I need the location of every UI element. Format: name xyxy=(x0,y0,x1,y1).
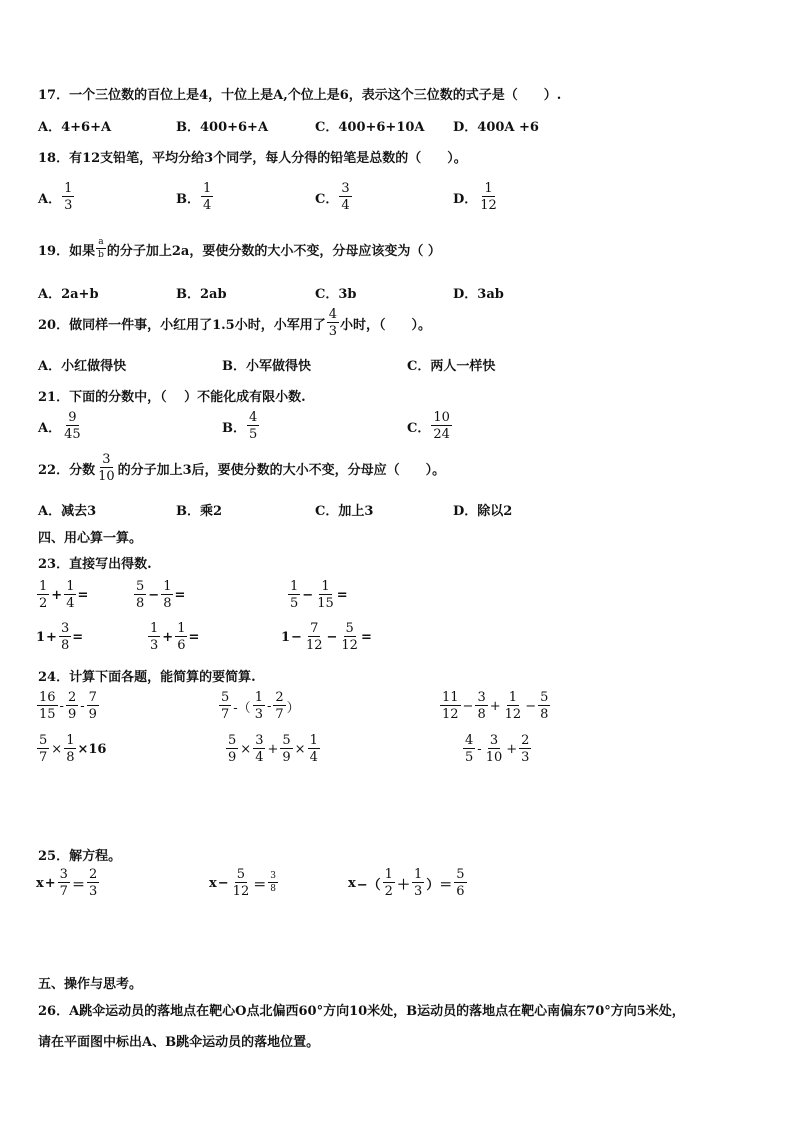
numerator: 3 xyxy=(477,690,486,705)
numerator: 5 xyxy=(282,733,291,748)
question-26-line-2: 请在平面图中标出A、B跳伞运动员的落地位置。 xyxy=(38,1035,320,1050)
q18-option-a xyxy=(38,182,75,212)
numerator: 4 xyxy=(465,733,474,748)
q24-expression-5 xyxy=(225,734,321,764)
fraction xyxy=(315,580,336,610)
minus-sign: −（ xyxy=(356,877,381,893)
variable-x: x xyxy=(348,875,356,891)
fraction xyxy=(412,868,424,898)
numerator: 1 xyxy=(66,579,75,594)
variable-x: x xyxy=(209,875,217,891)
denominator: 5 xyxy=(249,427,258,442)
minus-sign: - xyxy=(80,698,85,714)
fraction xyxy=(268,872,278,894)
question-17-text: 17．一个三位数的百位上是4，十位上是A,个位上是6，表示这个三位数的式子是（ ）. xyxy=(38,88,562,103)
section-5-heading: 五、操作与思考。 xyxy=(38,977,143,992)
minus-sign: - xyxy=(59,698,64,714)
q21-option-a-fraction xyxy=(62,411,83,441)
fraction xyxy=(37,580,49,610)
q23-expression-2 xyxy=(133,580,185,610)
denominator: 12 xyxy=(504,707,522,722)
q20-option-b: B．小军做得快 xyxy=(222,359,311,374)
denominator: 4 xyxy=(341,198,350,213)
numerator: 3 xyxy=(255,733,264,748)
denominator: 12 xyxy=(442,707,459,722)
denominator: 8 xyxy=(477,707,486,722)
fraction xyxy=(288,580,300,610)
equals-sign: = xyxy=(77,587,89,603)
q19-option-a: A．2a+b xyxy=(38,287,99,302)
equals-sign: ＝ xyxy=(71,877,85,893)
q21-option-b-fraction xyxy=(247,411,259,441)
question-18-text: 18．有12支铅笔，平均分给3个同学，每人分得的铅笔是总数的（ ）。 xyxy=(38,151,467,166)
minus-sign: − xyxy=(217,875,229,891)
fraction xyxy=(280,734,292,764)
q18-option-b-label: B． xyxy=(176,191,200,207)
q24-expression-6 xyxy=(462,734,532,764)
equals-sign: = xyxy=(360,629,372,645)
q25-equation-3 xyxy=(348,868,468,898)
q23-expression-4 xyxy=(36,622,83,652)
equals-sign: = xyxy=(336,587,348,603)
numerator: 2 xyxy=(67,690,77,705)
q18-option-d-fraction xyxy=(478,182,499,212)
denominator: 10 xyxy=(98,469,115,484)
q20-option-a: A．小红做得快 xyxy=(38,359,127,374)
numerator: 9 xyxy=(68,410,77,425)
minus-sign: -（ xyxy=(233,700,251,716)
denominator: 4 xyxy=(255,750,264,765)
q21-option-b xyxy=(222,411,260,441)
numerator: 1 xyxy=(321,579,330,594)
denominator: 4 xyxy=(309,750,318,765)
q21-option-c-label: C． xyxy=(407,420,431,436)
q22-option-b: B．乘2 xyxy=(176,504,223,519)
numerator: 3 xyxy=(102,452,111,467)
fraction xyxy=(87,691,99,721)
fraction xyxy=(219,691,231,721)
fraction xyxy=(339,622,360,652)
denominator: 8 xyxy=(66,750,75,765)
denominator: 12 xyxy=(305,638,323,653)
q19-option-c: C．3b xyxy=(315,287,357,302)
fraction xyxy=(231,868,252,898)
equals-sign: = xyxy=(174,587,186,603)
fraction xyxy=(463,734,475,764)
numerator: 3 xyxy=(60,621,70,636)
q20-pre: 20．做同样一件事，小红用了1.5小时，小军用了 xyxy=(38,317,326,333)
numerator: 5 xyxy=(345,621,354,636)
denominator: 8 xyxy=(270,884,276,894)
q19-option-b: B．2ab xyxy=(176,287,227,302)
numerator: 1 xyxy=(64,181,73,196)
denominator: 15 xyxy=(317,596,334,611)
q17-option-d: D．400A +6 xyxy=(453,120,539,135)
numerator: 3 xyxy=(270,871,276,881)
equals-sign: = xyxy=(72,629,84,645)
denominator: b xyxy=(98,250,104,260)
plus-sign: + xyxy=(46,629,57,645)
question-19-text xyxy=(38,238,441,260)
q25-equation-1 xyxy=(36,868,100,898)
numerator: 5 xyxy=(540,690,549,705)
numerator: 3 xyxy=(59,867,68,882)
fraction xyxy=(454,868,466,898)
minus-sign: − xyxy=(462,698,474,714)
numerator: 1 xyxy=(39,579,48,594)
q23-expression-3 xyxy=(287,580,348,610)
numerator: 1 xyxy=(254,690,263,705)
denominator: 3 xyxy=(150,638,159,653)
denominator: 15 xyxy=(39,707,56,722)
q22-pre: 22．分数 xyxy=(38,462,96,478)
q19-option-d: D．3ab xyxy=(453,287,504,302)
denominator: 3 xyxy=(88,884,98,899)
q23-expression-6 xyxy=(281,622,372,652)
equals-sign: ＝ xyxy=(253,877,267,893)
equals-sign: = xyxy=(188,629,200,645)
minus-sign: − xyxy=(326,629,338,645)
fraction xyxy=(64,734,76,764)
q17-option-b: B．400+6+A xyxy=(176,120,269,135)
numerator: 3 xyxy=(341,181,350,196)
denominator: 5 xyxy=(465,750,474,765)
q18-option-a-fraction xyxy=(62,182,74,212)
fraction xyxy=(37,691,58,721)
denominator: 9 xyxy=(228,750,237,765)
q19-post: 的分子加上2a，要使分数的大小不变，分母应该变为（ ） xyxy=(106,243,441,259)
minus-sign: − xyxy=(291,629,302,645)
plus-sign: + xyxy=(44,875,56,891)
fraction xyxy=(253,691,265,721)
fraction xyxy=(175,622,187,652)
question-23-text: 23．直接写出得数. xyxy=(38,557,152,572)
numerator: 1 xyxy=(384,867,393,882)
minus-sign: − xyxy=(525,698,537,714)
numerator: 10 xyxy=(433,410,450,425)
minus-sign: − xyxy=(302,587,314,603)
q18-option-c xyxy=(315,182,353,212)
denominator: 7 xyxy=(39,750,48,765)
fraction xyxy=(64,580,76,610)
denominator: 12 xyxy=(480,198,497,213)
fraction xyxy=(519,734,531,764)
fraction xyxy=(161,580,173,610)
question-20-text xyxy=(38,308,431,338)
denominator: 24 xyxy=(433,427,450,442)
q18-option-b xyxy=(176,182,214,212)
denominator: 2 xyxy=(39,596,48,611)
close-paren-equals: ）＝ xyxy=(426,877,453,893)
fraction xyxy=(37,734,49,764)
question-22-text xyxy=(38,453,445,483)
minus-sign: - xyxy=(477,741,482,757)
question-25-text: 25．解方程。 xyxy=(38,849,122,864)
q24-expression-2 xyxy=(218,691,300,721)
numerator: 1 xyxy=(177,621,186,636)
q20-option-c: C．两人一样快 xyxy=(407,359,496,374)
numerator: 1 xyxy=(203,181,212,196)
q24-expression-1 xyxy=(36,691,100,721)
question-26-line-1: 26．A跳伞运动员的落地点在靶心O点北偏西60°方向10米处，B运动员的落地点在靶心南偏东70°方向5米处， xyxy=(38,1004,685,1019)
numerator: 1 xyxy=(508,690,518,705)
denominator: 5 xyxy=(290,596,299,611)
denominator: 7 xyxy=(221,707,230,722)
denominator: 12 xyxy=(341,638,358,653)
times-sign: × xyxy=(240,741,252,757)
fraction xyxy=(273,691,285,721)
question-24-text: 24．计算下面各题，能简算的要简算. xyxy=(38,670,256,685)
minus-sign: − xyxy=(148,587,160,603)
denominator: 7 xyxy=(275,707,284,722)
numerator: 2 xyxy=(275,690,284,705)
numerator: 5 xyxy=(39,733,48,748)
denominator: 3 xyxy=(64,198,73,213)
q21-option-a xyxy=(38,411,84,441)
plus-sign: + xyxy=(267,741,279,757)
numerator: 1 xyxy=(309,733,318,748)
fraction xyxy=(226,734,238,764)
fraction xyxy=(308,734,320,764)
fraction xyxy=(440,691,461,721)
q20-fraction xyxy=(327,308,339,338)
numerator: 1 xyxy=(290,579,299,594)
question-21-text: 21．下面的分数中，（ ）不能化成有限小数. xyxy=(38,390,306,405)
q21-option-c xyxy=(407,411,453,441)
numerator: 2 xyxy=(88,867,98,882)
numerator: 1 xyxy=(484,181,493,196)
section-4-heading: 四、用心算一算。 xyxy=(38,531,143,546)
numerator: 5 xyxy=(136,579,145,594)
numerator: 3 xyxy=(489,733,499,748)
minus-sign: - xyxy=(266,698,272,714)
variable-x: x xyxy=(36,875,44,891)
times-sign: × xyxy=(294,741,306,757)
q19-pre: 19．如果 xyxy=(38,243,96,259)
integer: 1 xyxy=(281,629,291,645)
numerator: 5 xyxy=(456,867,465,882)
numerator: 1 xyxy=(163,579,172,594)
denominator: 6 xyxy=(456,884,465,899)
q24-expression-4 xyxy=(36,734,106,764)
denominator: 9 xyxy=(282,750,291,765)
q23-expression-1 xyxy=(36,580,88,610)
q20-post: 小时，（ ）。 xyxy=(340,317,432,333)
fraction xyxy=(58,868,70,898)
numerator: 2 xyxy=(521,733,530,748)
fraction xyxy=(134,580,146,610)
denominator: 45 xyxy=(64,427,81,442)
numerator: 16 xyxy=(39,690,56,705)
q22-post: 的分子加上3后，要使分数的大小不变，分母应（ ）。 xyxy=(117,462,446,478)
times-sixteen: ×16 xyxy=(77,741,107,757)
denominator: 6 xyxy=(177,638,186,653)
q18-option-c-label: C． xyxy=(315,191,339,207)
numerator: 4 xyxy=(249,410,258,425)
q17-option-a: A．4+6+A xyxy=(38,120,112,135)
denominator: 3 xyxy=(328,324,337,339)
q21-option-b-label: B． xyxy=(222,420,246,436)
denominator: 3 xyxy=(254,707,263,722)
fraction xyxy=(59,622,71,652)
q23-expression-5 xyxy=(147,622,199,652)
denominator: 8 xyxy=(136,596,145,611)
fraction xyxy=(148,622,160,652)
q22-option-c: C．加上3 xyxy=(315,504,374,519)
q21-option-a-label: A． xyxy=(38,420,62,436)
denominator: 9 xyxy=(88,707,97,722)
fraction xyxy=(484,734,505,764)
fraction xyxy=(475,691,487,721)
denominator: 8 xyxy=(60,638,70,653)
numerator: 4 xyxy=(328,307,337,322)
numerator: 5 xyxy=(228,733,237,748)
denominator: 4 xyxy=(66,596,75,611)
denominator: 7 xyxy=(59,884,68,899)
fraction xyxy=(503,691,524,721)
fraction xyxy=(538,691,550,721)
denominator: 8 xyxy=(163,596,172,611)
q24-expression-3 xyxy=(439,691,551,721)
numerator: 1 xyxy=(150,621,159,636)
denominator: 9 xyxy=(67,707,77,722)
q22-option-a: A．减去3 xyxy=(38,504,97,519)
plus-sign: + xyxy=(51,587,63,603)
times-sign: × xyxy=(51,741,63,757)
q17-option-c: C．400+6+10A xyxy=(315,120,425,135)
numerator: 7 xyxy=(310,621,319,636)
integer: 1 xyxy=(36,629,46,645)
denominator: 8 xyxy=(540,707,549,722)
q25-equation-2 xyxy=(209,868,279,898)
q18-option-d xyxy=(453,182,500,212)
numerator: 1 xyxy=(413,867,423,882)
q19-fraction xyxy=(96,238,106,260)
q22-fraction xyxy=(96,453,117,483)
numerator: a xyxy=(98,237,104,247)
fraction xyxy=(304,622,325,652)
denominator: 2 xyxy=(384,884,393,899)
numerator: 7 xyxy=(88,690,97,705)
numerator: 5 xyxy=(236,867,246,882)
denominator: 3 xyxy=(413,884,423,899)
denominator: 3 xyxy=(521,750,530,765)
plus-sign: + xyxy=(162,629,174,645)
numerator: 1 xyxy=(66,733,75,748)
q21-option-c-fraction xyxy=(431,411,452,441)
plus-sign: ＋ xyxy=(396,877,410,893)
q18-option-a-label: A． xyxy=(38,191,62,207)
q18-option-b-fraction xyxy=(201,182,213,212)
q18-option-c-fraction xyxy=(339,182,351,212)
denominator: 4 xyxy=(203,198,212,213)
numerator: 5 xyxy=(221,690,230,705)
denominator: 12 xyxy=(232,884,250,899)
fraction xyxy=(87,868,99,898)
plus-sign: + xyxy=(506,741,518,757)
plus-sign: + xyxy=(489,698,501,714)
numerator: 11 xyxy=(442,690,459,705)
q18-option-d-label: D． xyxy=(453,191,478,207)
denominator: 10 xyxy=(485,750,503,765)
close-paren: ） xyxy=(286,700,300,716)
fraction xyxy=(66,691,78,721)
fraction xyxy=(253,734,265,764)
q22-option-d: D．除以2 xyxy=(453,504,513,519)
fraction xyxy=(383,868,395,898)
